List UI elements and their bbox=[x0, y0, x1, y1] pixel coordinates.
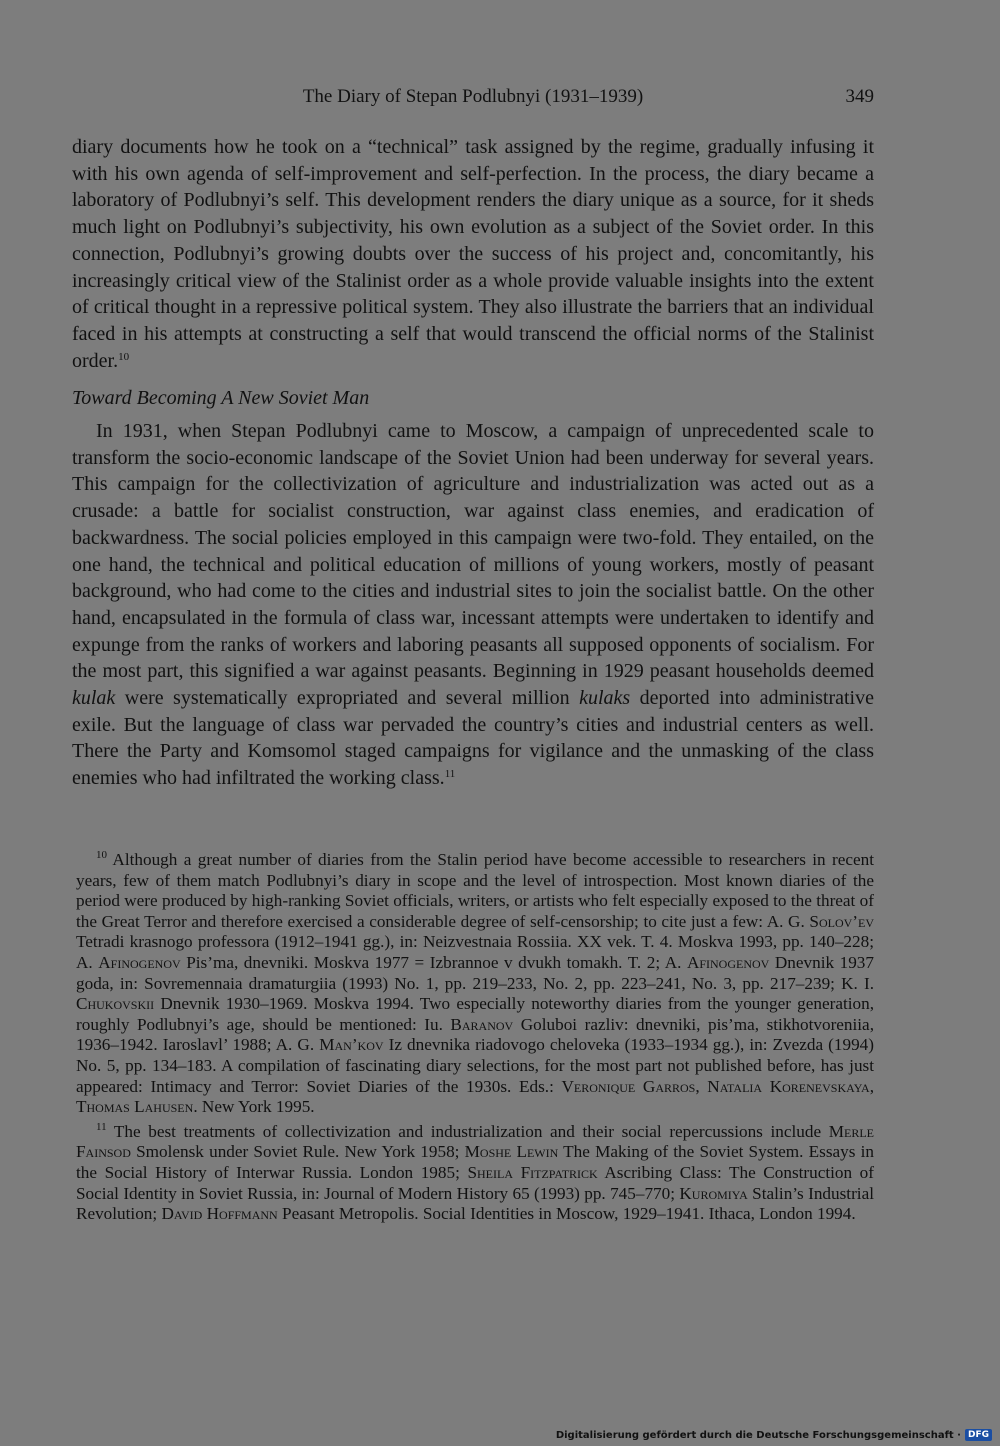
author-name: Solov’ev bbox=[809, 911, 874, 931]
author-name: Merle Fainsod bbox=[76, 1121, 874, 1162]
footnote-text: Ascribing Class: The Construction of Social Identity in Soviet Russia, in: Journal of Modern History 65 (1993) pp. 745–770; bbox=[76, 1162, 875, 1203]
footnote-text: The Making of the Soviet System. Essays in the Social History of Interwar Russia. London 1985; bbox=[76, 1142, 875, 1182]
author-name: Baranov bbox=[450, 1014, 514, 1034]
author-name: David Hoffmann bbox=[161, 1204, 278, 1224]
italic-term: kulaks bbox=[579, 687, 631, 710]
footnote-10 bbox=[76, 850, 874, 1118]
author-name: Man’kov bbox=[319, 1035, 384, 1055]
author-name: Moshe Lewin bbox=[464, 1142, 559, 1162]
author-name: Veronique Garros, Natalia Korenevskaya, Thomas Lahusen bbox=[76, 1076, 874, 1117]
digitization-credit bbox=[556, 1427, 992, 1443]
footnote-text: Iz dnevnika riadovogo cheloveka (1933–1934 gg.), in: Zvezda (1994) No. 5, pp. 134–183. A compilation of fascinating diary selections, for the most part not published before, has just appeared: Intimacy and Terror: Soviet Diaries of the 1930s. Eds.: bbox=[76, 1035, 874, 1096]
footnote-number: 11 bbox=[96, 1120, 107, 1133]
footnote-ref: 10 bbox=[118, 350, 130, 363]
footnote-text: Peasant Metropolis. Social Identities in Moscow, 1929–1941. Ithaca, London 1994. bbox=[277, 1204, 856, 1224]
author-name: Kuromiya bbox=[679, 1183, 748, 1203]
paragraph-text: deported into administrative exile. But the language of class war pervaded the country’s cities and industrial centers as well. There the Party and Komsomol staged campaigns for vigilance and the unmasking of the class enemies who had infiltrated the working class. bbox=[72, 687, 874, 790]
footnote-text: Pis’ma, dnevniki. Moskva 1977 = Izbrannoe v dvukh tomakh. T. 2; A. bbox=[180, 952, 687, 972]
footnote-text: Dnevnik 1937 goda, in: Sovremennaia dramaturgiia (1993) No. 1, pp. 219–233, No. 2, pp. 223–241, No. 3, pp. 217–239; K. I. bbox=[76, 952, 874, 993]
author-name: Chukovskii bbox=[76, 994, 155, 1014]
paragraph-text: diary documents how he took on a “technical” task assigned by the regime, gradually infusing it with his own agenda of self-improvement and self-perfection. In the process, the diary became a laboratory of Podlubnyi’s self. This development renders the diary unique as a source, for it sheds much light on Podlubnyi’s subjectivity, his own evolution as a subject of the Soviet order. In this connection, Podlubnyi’s growing doubts over the success of his project and, concomitantly, his increasingly critical view of the Stalinist order as a whole provide valuable insights into the extent of critical thought in a repressive political system. They also illustrate the barriers that an individual faced in his attempts at constructing a self that would transcend the official norms of the Stalinist order. bbox=[72, 136, 874, 372]
footnote-text: Goluboi razliv: dnevniki, pis’ma, stikhotvoreniia, 1936–1942. Iaroslavl’ 1988; A. G. bbox=[76, 1014, 874, 1055]
section-heading: Toward Becoming A New Soviet Man bbox=[72, 387, 370, 410]
footnote-11 bbox=[76, 1122, 874, 1225]
footnote-text: Smolensk under Soviet Rule. New York 1958; bbox=[130, 1142, 465, 1162]
paragraph-text: In 1931, when Stepan Podlubnyi came to Moscow, a campaign of unprecedented scale to transform the socio-economic landscape of the Soviet Union had been underway for several years. This campaign for the collectivization of agriculture and industrialization was acted out as a crusade: a battle for socialist construction, war against class enemies, and eradication of backwardness. The social policies employed in this campaign were two-fold. They entailed, on the one hand, the technical and political education of millions of young workers, mostly of peasant background, who had come to the cities and industrial sites to join the socialist battle. On the other hand, encapsulated in the formula of class war, incessant attempts were undertaken to identify and expunge from the ranks of workers and laboring peasants all supposed opponents of socialism. For the most part, this signified a war against peasants. Beginning in 1929 peasant households deemed bbox=[72, 420, 874, 683]
footnote-ref: 11 bbox=[444, 768, 456, 781]
paragraph-text: were systematically expropriated and several million bbox=[115, 687, 580, 710]
running-title: The Diary of Stepan Podlubnyi (1931–1939) bbox=[302, 86, 644, 107]
paragraph bbox=[72, 134, 874, 374]
footnote-text: . New York 1995. bbox=[193, 1097, 315, 1117]
footnote-text: Although a great number of diaries from the Stalin period have become accessible to researchers in recent years, few of them match Podlubnyi’s diary in scope and the level of introspection. Most known diaries of the period were produced by high-ranking Soviet officials, writers, or artists who felt especially exposed to the threat of the Great Terror and therefore exercised a considerable degree of self-censorship; to cite just a few: A. G. bbox=[76, 850, 874, 931]
footnote-text: Tetradi krasnogo professora (1912–1941 gg.), in: Neizvestnaia Rossiia. XX vek. T. 4. Moskva 1993, pp. 140–228; A. bbox=[76, 932, 874, 972]
footnote-number: 10 bbox=[96, 849, 107, 861]
footnote-text: The best treatments of collectivization and industrialization and their social repercussions include bbox=[106, 1121, 829, 1141]
paragraph bbox=[72, 418, 874, 792]
author-name: Afinogenov bbox=[686, 952, 770, 972]
author-name: Sheila Fitzpatrick bbox=[467, 1162, 598, 1182]
page-number: 349 bbox=[845, 86, 874, 107]
body-text bbox=[72, 134, 874, 792]
footnote-text: Stalin’s Industrial Revolution; bbox=[76, 1183, 874, 1224]
footnote-text: Dnevnik 1930–1969. Moskva 1994. Two especially noteworthy diaries from the younger generation, roughly Podlubnyi’s age, should be mentioned: Iu. bbox=[76, 994, 874, 1034]
italic-term: kulak bbox=[72, 687, 116, 710]
credit-text: Digitalisierung gefördert durch die Deutsche Forschungsgemeinschaft · bbox=[555, 1429, 961, 1441]
running-header bbox=[72, 86, 874, 112]
author-name: Afinogenov bbox=[98, 952, 181, 972]
footnotes bbox=[76, 850, 874, 1229]
dfg-logo: DFG bbox=[965, 1429, 992, 1441]
